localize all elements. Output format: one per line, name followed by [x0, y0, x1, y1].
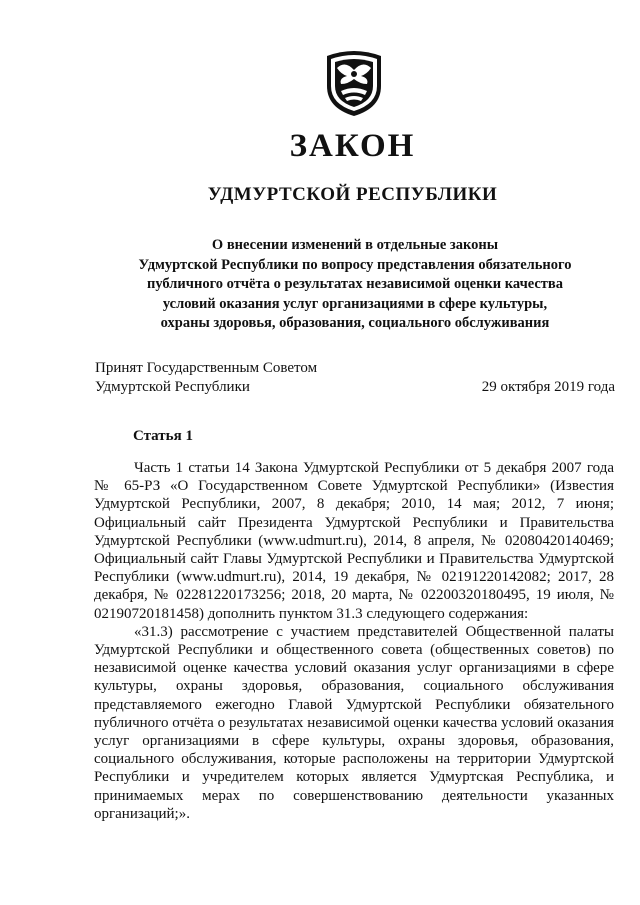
- article-paragraph: «31.3) рассмотрение с участием представителей Общественной палаты Удмуртской Республики и общественного совета (общественных советов) по независимой оценке качества условий оказания услуг организациями в сфере культуры, охраны здоровья, образования, социального обслуживания представляемого ежегодно Главой Удмуртской Республики обязательного публичного отчёта о результатах независимой оценки качества условий оказания услуг организациями в сфере культуры, охраны здоровья, образования, социального обслуживания, которые расположены на территории Удмуртской Республики и учредителем которых является Удмуртская Республика, и принимаемых мерах по совершенствованию деятельности указанных организаций;».: [94, 623, 614, 822]
- republic-subtitle: УДМУРТСКОЙ РЕСПУБЛИКИ: [207, 184, 498, 205]
- article-title: Статья 1: [133, 428, 193, 444]
- adopted-by-line: Принят Государственным Советом: [95, 360, 318, 376]
- heading-line: О внесении изменений в отдельные законы: [211, 237, 499, 253]
- article-paragraph: Часть 1 статьи 14 Закона Удмуртской Республики от 5 декабря 2007 года № 65-РЗ «О Государственном Совете Удмуртской Республики» (Известия Удмуртской Республики, 2007, 8 декабря; 2010, 14 мая; 2012, 7 июня; Официальный сайт Президента Удмуртской Республики и Правительства Удмуртской Республики (www.udmurt.ru), 2014, 8 апреля, № 02080420140469; Официальный сайт Главы Удмуртской Республики и Правительства Удмуртской Республики (www.udmurt.ru), 2014, 19 декабря, № 02191220142082; 2017, 28 декабря, № 02281220173256; 2018, 20 марта, № 02200320180495, 19 июля, № 02190720181458) дополнить пунктом 31.3 следующего содержания:: [94, 460, 614, 622]
- heading-line: условий оказания услуг организациями в сфере культуры,: [162, 295, 548, 312]
- heading-line: Удмуртской Республики по вопросу представления обязательного: [138, 256, 572, 273]
- adoption-date: 29 октября 2019 года: [481, 378, 615, 395]
- udmurt-coat-of-arms-icon: [321, 48, 387, 118]
- heading-line: публичного отчёта о результатах независимой оценки качества: [147, 276, 563, 292]
- adoption-block: [95, 359, 615, 396]
- law-heading: [110, 236, 600, 334]
- heading-line: охраны здоровья, образования, социального обслуживания: [160, 315, 550, 331]
- law-title: ЗАКОН: [289, 128, 416, 164]
- article-body: [94, 459, 614, 823]
- adopted-body-line: Удмуртской Республики: [95, 378, 250, 395]
